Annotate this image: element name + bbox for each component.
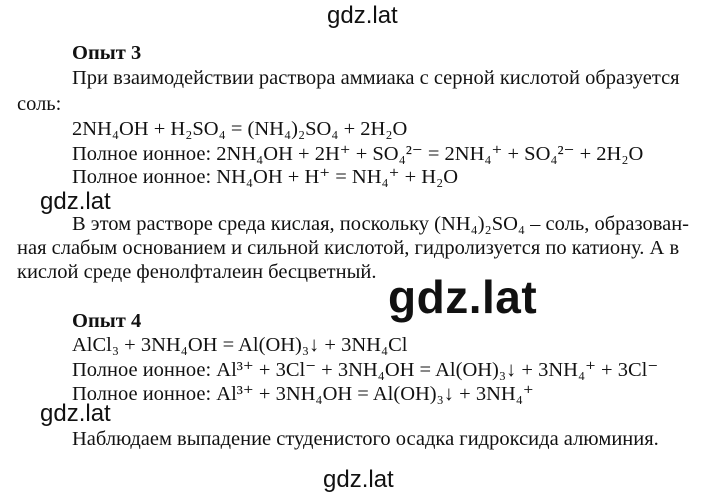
watermark-top: gdz.lat [327, 2, 398, 29]
exp3-equation-short-ionic: Полное ионное: NH₄OH + H⁺ = NH₄⁺ + H₂O [72, 166, 459, 188]
watermark-center: gdz.lat [388, 271, 538, 323]
watermark-left-2: gdz.lat [40, 400, 111, 427]
exp4-equation-short-ionic: Полное ионное: Al³⁺ + 3NH₄OH = Al(OH)₃↓ + 3NH₄⁺ [72, 383, 534, 405]
exp4-observation: Наблюдаем выпадение студенистого осадка гидроксида алюминия. [72, 428, 659, 450]
watermark-bottom: gdz.lat [323, 466, 394, 493]
exp4-equation-molecular: AlCl₃ + 3NH₄OH = Al(OH)₃↓ + 3NH₄Cl [72, 334, 408, 356]
exp3-explanation-line2: ная слабым основанием и сильной кислотой, гидролизуется по катиону. А в [17, 237, 680, 259]
exp4-title: Опыт 4 [72, 310, 142, 332]
exp3-explanation-line1: В этом растворе среда кислая, поскольку (NH₄)₂SO₄ – соль, образован- [72, 213, 690, 235]
watermark-left-1: gdz.lat [40, 188, 111, 215]
exp3-equation-full-ionic: Полное ионное: 2NH₄OH + 2H⁺ + SO₄²⁻ = 2NH₄⁺ + SO₄²⁻ + 2H₂O [72, 143, 644, 165]
exp3-equation-molecular: 2NH₄OH + H₂SO₄ = (NH₄)₂SO₄ + 2H₂O [72, 118, 408, 140]
exp3-intro-line2: соль: [17, 93, 62, 115]
exp4-equation-full-ionic: Полное ионное: Al³⁺ + 3Cl⁻ + 3NH₄OH = Al(OH)₃↓ + 3NH₄⁺ + 3Cl⁻ [72, 359, 659, 381]
exp3-explanation-line3: кислой среде фенолфталеин бесцветный. [17, 261, 377, 283]
exp3-title: Опыт 3 [72, 42, 142, 64]
exp3-intro-line1: При взаимодействии раствора аммиака с серной кислотой образуется [72, 67, 680, 89]
